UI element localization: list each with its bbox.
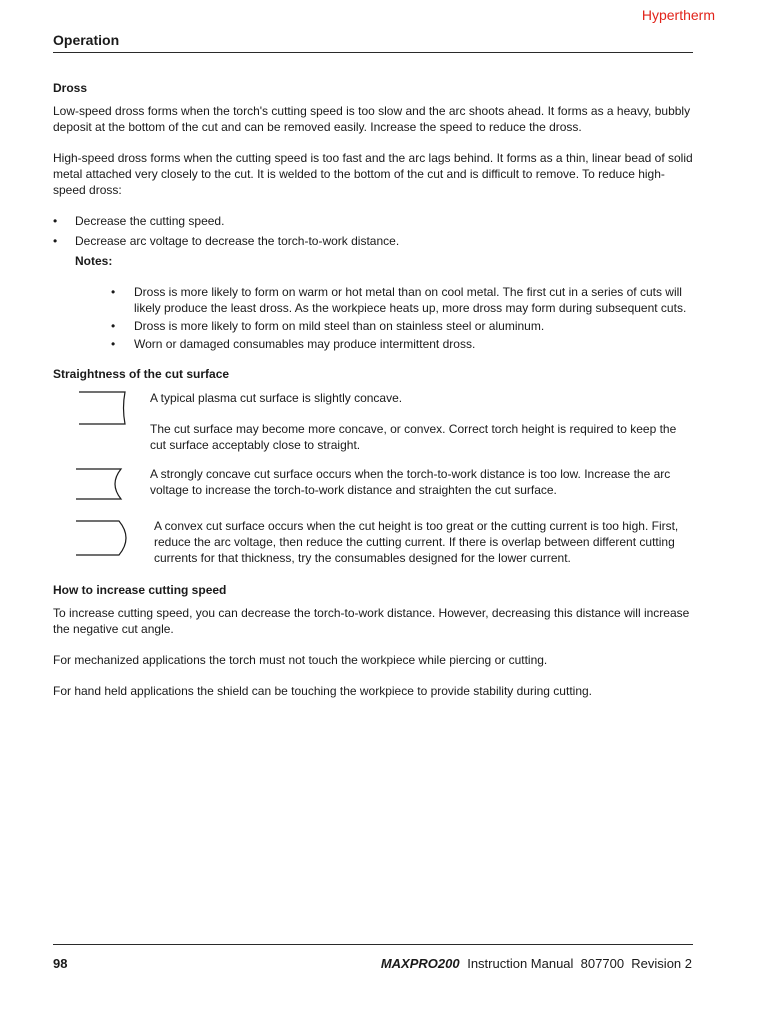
straightness-row-concave [53, 466, 693, 506]
strongly-concave-cut-icon [73, 466, 129, 502]
footer-doc-number: 807700 [580, 956, 625, 971]
notes-list [111, 284, 693, 352]
straightness-row-convex [53, 518, 693, 566]
list-item: • Dross is more likely to form on warm or hot metal than on cool metal. The first cut in a series of cuts will likely produce the least dross. As the workpiece heats up, more dross may form during subsequent cuts. [111, 284, 693, 316]
straightness-row-typical [53, 390, 693, 454]
dross-reduction-list [53, 213, 693, 249]
convex-cut-icon [73, 518, 131, 558]
list-item: • Worn or damaged consumables may produce intermittent dross. [111, 336, 693, 352]
straightness-text-variation: The cut surface may become more concave, or convex. Correct torch height is required to keep the cut surface acceptably close to straight. [150, 422, 677, 452]
footer-manual-info [381, 956, 692, 971]
list-item: • Dross is more likely to form on mild steel than on stainless steel or aluminum. [111, 318, 693, 334]
list-item: • Decrease the cutting speed. [53, 213, 693, 229]
straightness-text-convex: A convex cut surface occurs when the cut height is too great or the cutting current is too high. First, reduce the arc voltage, then reduce the cutting current. If there is overlap between different cutting currents for that thickness, try the consumables designed for the lower current. [154, 519, 679, 565]
cutting-speed-paragraph-3: For hand held applications the shield can be touching the workpiece to provide stability during cutting. [53, 684, 592, 698]
list-item: • Decrease arc voltage to decrease the torch-to-work distance. [53, 233, 693, 249]
footer-rule [53, 944, 693, 945]
cutting-speed-paragraph-2: For mechanized applications the torch must not touch the workpiece while piercing or cutting. [53, 653, 548, 667]
footer-manual: Instruction Manual [467, 956, 574, 971]
dross-heading: Dross [53, 81, 88, 95]
page-number: 98 [53, 956, 68, 971]
straightness-heading: Straightness of the cut surface [53, 367, 230, 381]
footer-model: MAXPRO200 [380, 956, 460, 971]
page-section-title: Operation [53, 32, 120, 48]
slightly-concave-cut-icon [73, 390, 129, 426]
footer-revision: Revision 2 [631, 956, 692, 971]
page-content [53, 80, 693, 699]
straightness-text-concave: A strongly concave cut surface occurs when the torch-to-work distance is too low. Increase the arc voltage to increase the torch-to-work distance and straighten the cut surface. [150, 467, 671, 497]
cutting-speed-paragraph-1: To increase cutting speed, you can decrease the torch-to-work distance. However, decreasing this distance will increase the negative cut angle. [53, 606, 690, 636]
dross-paragraph-low-speed: Low-speed dross forms when the torch's cutting speed is too slow and the arc shoots ahead. It forms as a heavy, bubbly deposit at the bottom of the cut and can be removed easily. Increase the speed to reduce the dross. [53, 104, 691, 134]
straightness-text-typical: A typical plasma cut surface is slightly concave. [150, 391, 403, 405]
brand-logo-text: Hypertherm [641, 7, 715, 23]
dross-paragraph-high-speed: High-speed dross forms when the cutting speed is too fast and the arc lags behind. It forms as a thin, linear bead of solid metal attached very closely to the cut. It is welded to the bottom of the cut and is difficult to remove. To reduce high-speed dross: [53, 151, 693, 197]
header-rule [53, 52, 693, 53]
notes-label: Notes: [75, 254, 113, 268]
cutting-speed-heading: How to increase cutting speed [53, 583, 227, 597]
